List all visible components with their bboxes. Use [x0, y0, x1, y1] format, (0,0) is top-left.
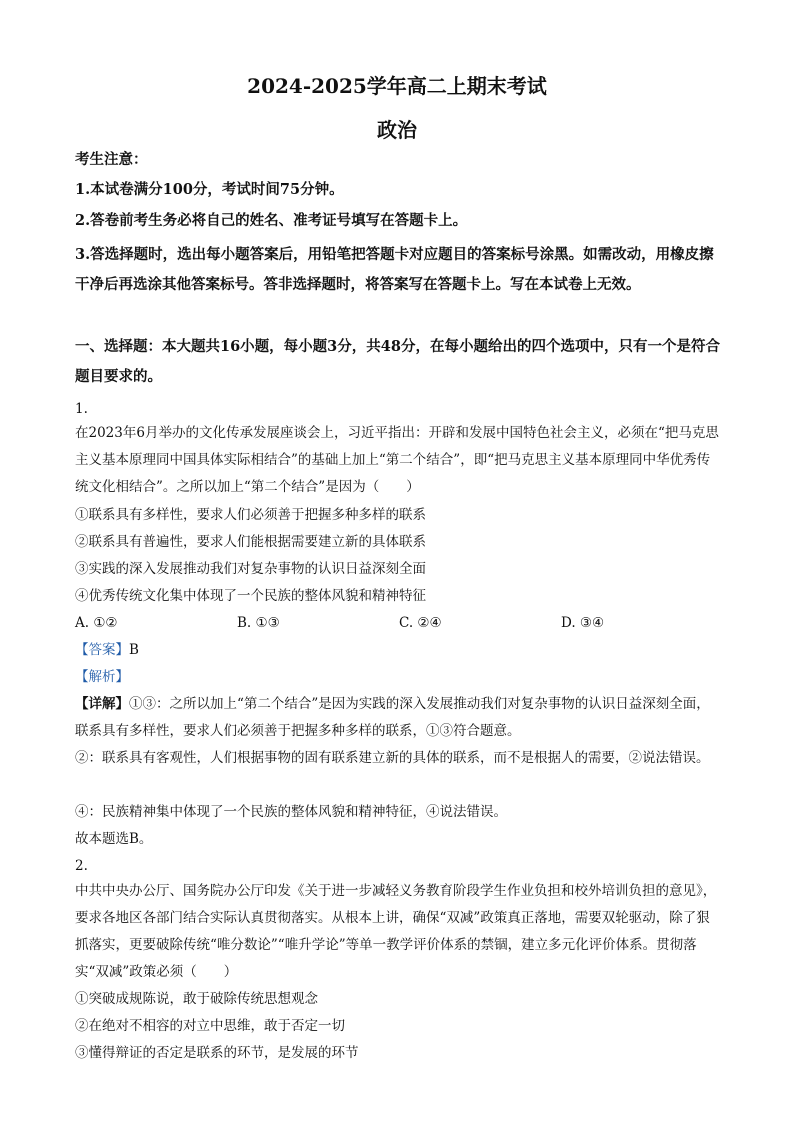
question-1-number: 1.	[75, 401, 88, 417]
q1-option-b: B. ①③	[237, 615, 280, 631]
question-1-stem: 在2023年6月举办的文化传承发展座谈会上，习近平指出：开辟和发展中国特色社会主义，必须在“把马克思主义基本原理同中国具体实际相结合”的基础上加上“第二个结合”，即“把马克思主义基本原理同中华优秀传统文化相结合”。之所以加上“第二个结合”是因为（ ）	[75, 425, 719, 495]
q1-answer	[75, 637, 725, 664]
q1-detail-3: ④：民族精神集中体现了一个民族的整体风貌和精神特征，④说法错误。	[75, 804, 507, 820]
q1-conclusion: 故本题选B。	[75, 831, 153, 847]
notice-item-1: 1.本试卷满分100分，考试时间75分钟。	[75, 181, 344, 198]
q2-statement-2: ②在绝对不相容的对立中思维，敢于否定一切	[75, 1018, 345, 1034]
q1-option-d: D. ③④	[561, 615, 605, 631]
question-2-stem: 中共中央办公厅、国务院办公厅印发《关于进一步减轻义务教育阶段学生作业负担和校外培训负担的意见》，要求各地区各部门结合实际认真贯彻落实。从根本上讲，确保“双减”政策真正落地，需要双轮驱动，除了狠抓落实，更要破除传统“唯分数论”“唯升学论”等单一教学评价体系的禁锢，建立多元化评价体系。贯彻落实“双减”政策必须（ ）	[75, 883, 717, 980]
q2-statement-1: ①突破成规陈说，敢于破除传统思想观念	[75, 991, 318, 1007]
question-2-number: 2.	[75, 858, 88, 874]
exam-subject: 政治	[377, 118, 417, 142]
q1-statement-1: ①联系具有多样性，要求人们必须善于把握多种多样的联系	[75, 507, 426, 523]
q1-detail-1	[75, 691, 723, 745]
section-heading: 一、选择题：本大题共16小题，每小题3分，共48分，在每小题给出的四个选项中，只有一个是符合题目要求的。	[75, 338, 720, 385]
answer-value: B	[129, 642, 139, 658]
detail-tag: 【详解】	[75, 696, 129, 712]
notice-item-3: 3.答选择题时，选出每小题答案后，用铅笔把答题卡对应题目的答案标号涂黑。如需改动，用橡皮擦干净后再选涂其他答案标号。答非选择题时，将答案写在答题卡上。写在本试卷上无效。	[75, 246, 714, 293]
q2-statement-3: ③懂得辩证的否定是联系的环节，是发展的环节	[75, 1045, 359, 1061]
exam-title: 2024-2025学年高二上期末考试	[247, 74, 547, 98]
notice-heading: 考生注意：	[75, 151, 148, 168]
analysis-tag: 【解析】	[75, 669, 129, 685]
q1-detail-2: ②：联系具有客观性，人们根据事物的固有联系建立新的具体的联系，而不是根据人的需要，②说法错误。	[75, 750, 710, 766]
answer-tag: 【答案】	[75, 642, 129, 658]
detail-1-text: ①③：之所以加上“第二个结合”是因为实践的深入发展推动我们对复杂事物的认识日益深刻全面，联系具有多样性，要求人们必须善于把握多种多样的联系，①③符合题意。	[75, 696, 710, 739]
q1-statement-2: ②联系具有普遍性，要求人们能根据需要建立新的具体联系	[75, 534, 426, 550]
q1-statement-4: ④优秀传统文化集中体现了一个民族的整体风貌和精神特征	[75, 588, 426, 604]
q1-statement-3: ③实践的深入发展推动我们对复杂事物的认识日益深刻全面	[75, 561, 426, 577]
notice-item-2: 2.答卷前考生务必将自己的姓名、准考证号填写在答题卡上。	[75, 212, 468, 229]
q1-option-a: A. ①②	[75, 615, 118, 631]
q1-option-c: C. ②④	[399, 615, 442, 631]
